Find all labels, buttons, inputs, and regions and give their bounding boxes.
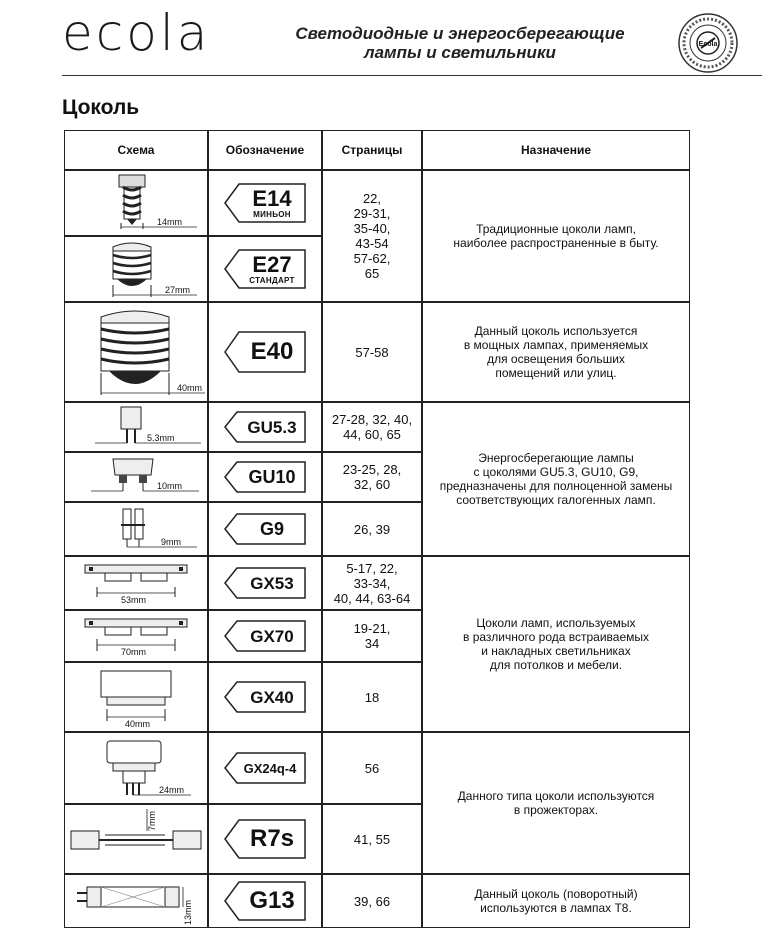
seal-label: Ecola [698, 41, 718, 48]
gx40-dimension: 40mm [125, 719, 151, 729]
e27-tag [224, 249, 306, 289]
gx53-tag [224, 567, 306, 599]
scheme-r7s [64, 804, 208, 874]
scheme-gx70 [64, 610, 208, 662]
g9-tag [224, 513, 306, 545]
designation-gx24q4 [208, 732, 322, 804]
gu53-tag [224, 411, 306, 443]
pages-e40: 57-58 [322, 302, 422, 402]
r7s-tag [224, 819, 306, 859]
scheme-e27 [64, 236, 208, 302]
designation-g13 [208, 874, 322, 928]
scheme-e14 [64, 170, 208, 236]
e40-dimension: 40mm [177, 383, 203, 393]
tagline-line-2: лампы и светильники [364, 43, 556, 62]
scheme-g13 [64, 874, 208, 928]
scheme-g9 [64, 502, 208, 556]
scheme-gx24q4 [64, 732, 208, 804]
e27-dimension: 27mm [165, 285, 191, 295]
gx24q4-base-drawing [65, 733, 207, 803]
gu53-code: GU5.3 [247, 417, 297, 437]
scheme-gu10 [64, 452, 208, 502]
g13-code: G13 [249, 887, 295, 914]
purpose-energy-saving: Энергосберегающие лампы с цоколями GU5.3, GU10, G9, предназначены для полноценной замены соответствующих галогенных ламп. [422, 402, 690, 556]
scheme-gx40 [64, 662, 208, 732]
pages-gx24q4: 56 [322, 732, 422, 804]
e14-subtitle: МИНЬОН [253, 209, 291, 219]
designation-g9 [208, 502, 322, 556]
gx40-code: GX40 [250, 687, 294, 707]
gx53-dimension: 53mm [121, 595, 147, 605]
e40-code: E40 [250, 338, 294, 365]
g9-dimension: 9mm [161, 537, 181, 547]
scheme-e40 [64, 302, 208, 402]
scheme-gx53 [64, 556, 208, 610]
pages-r7s: 41, 55 [322, 804, 422, 874]
gx40-tag [224, 681, 306, 713]
gu10-base-drawing [65, 453, 207, 501]
e14-code: E14 [252, 185, 292, 211]
brand-logo: ecola [62, 4, 211, 62]
gx24q4-dimension: 24mm [159, 785, 185, 795]
gu10-code: GU10 [248, 467, 296, 487]
header-pages: Страницы [322, 130, 422, 170]
gx24q4-code: GX24q-4 [243, 760, 297, 776]
purpose-ceiling-furniture: Цоколи ламп, используемых в различного рода встраиваемых и накладных светильниках для потолков и мебели. [422, 556, 690, 732]
gx53-code: GX53 [250, 573, 294, 593]
r7s-base-drawing [65, 805, 207, 873]
e40-tag [224, 331, 306, 373]
gu53-dimension: 5.3mm [147, 433, 175, 443]
gx53-base-drawing [65, 557, 207, 609]
pages-gx40: 18 [322, 662, 422, 732]
gu10-dimension: 10mm [157, 481, 183, 491]
designation-gx70 [208, 610, 322, 662]
gx70-base-drawing [65, 611, 207, 661]
designation-e27 [208, 236, 322, 302]
header-purpose: Назначение [422, 130, 690, 170]
e14-dimension: 14mm [157, 217, 183, 227]
page-title: Цоколь [62, 96, 140, 119]
gx70-tag [224, 620, 306, 652]
r7s-code: R7s [249, 825, 295, 852]
pages-gu10: 23-25, 28, 32, 60 [322, 452, 422, 502]
gu53-base-drawing [65, 403, 207, 451]
designation-gx40 [208, 662, 322, 732]
designation-gx53 [208, 556, 322, 610]
r7s-dimension: 7mm [147, 811, 157, 831]
g13-base-drawing [65, 875, 207, 927]
designation-gu53 [208, 402, 322, 452]
tagline-line-1: Светодиодные и энергосберегающие [295, 24, 625, 43]
gx40-base-drawing [65, 663, 207, 731]
g9-code: G9 [259, 519, 284, 539]
gu10-tag [224, 461, 306, 493]
purpose-traditional: Традиционные цоколи ламп, наиболее распространенные в быту. [422, 170, 690, 302]
e27-base-drawing [65, 237, 207, 301]
pages-gx53: 5-17, 22, 33-34, 40, 44, 63-64 [322, 556, 422, 610]
brand-tagline [250, 24, 670, 62]
designation-e14 [208, 170, 322, 236]
header-designation: Обозначение [208, 130, 322, 170]
quality-seal-icon [677, 12, 739, 74]
header-scheme: Схема [64, 130, 208, 170]
e40-base-drawing [65, 303, 207, 401]
g9-base-drawing [65, 503, 207, 555]
e27-subtitle: СТАНДАРТ [249, 275, 295, 285]
gx70-dimension: 70mm [121, 647, 147, 657]
header-rule [62, 75, 762, 76]
designation-e40 [208, 302, 322, 402]
pages-e14-e27: 22, 29-31, 35-40, 43-54 57-62, 65 [322, 170, 422, 302]
pages-gx70: 19-21, 34 [322, 610, 422, 662]
designation-r7s [208, 804, 322, 874]
pages-g13: 39, 66 [322, 874, 422, 928]
gx70-code: GX70 [250, 626, 294, 646]
base-table [64, 130, 690, 942]
e14-tag [224, 183, 306, 223]
g13-tag [224, 881, 306, 921]
g13-dimension: 13mm [183, 899, 193, 925]
e27-code: E27 [252, 251, 292, 277]
designation-gu10 [208, 452, 322, 502]
purpose-g13: Данный цоколь (поворотный) используются в лампах Т8. [422, 874, 690, 928]
scheme-gu53 [64, 402, 208, 452]
header [0, 0, 762, 78]
purpose-e40: Данный цоколь используется в мощных лампах, применяемых для освещения больших помещений или улиц. [422, 302, 690, 402]
pages-gu53: 27-28, 32, 40, 44, 60, 65 [322, 402, 422, 452]
e14-base-drawing [65, 171, 207, 235]
pages-g9: 26, 39 [322, 502, 422, 556]
purpose-floodlights: Данного типа цоколи используются в прожекторах. [422, 732, 690, 874]
gx24q4-tag [224, 752, 306, 784]
